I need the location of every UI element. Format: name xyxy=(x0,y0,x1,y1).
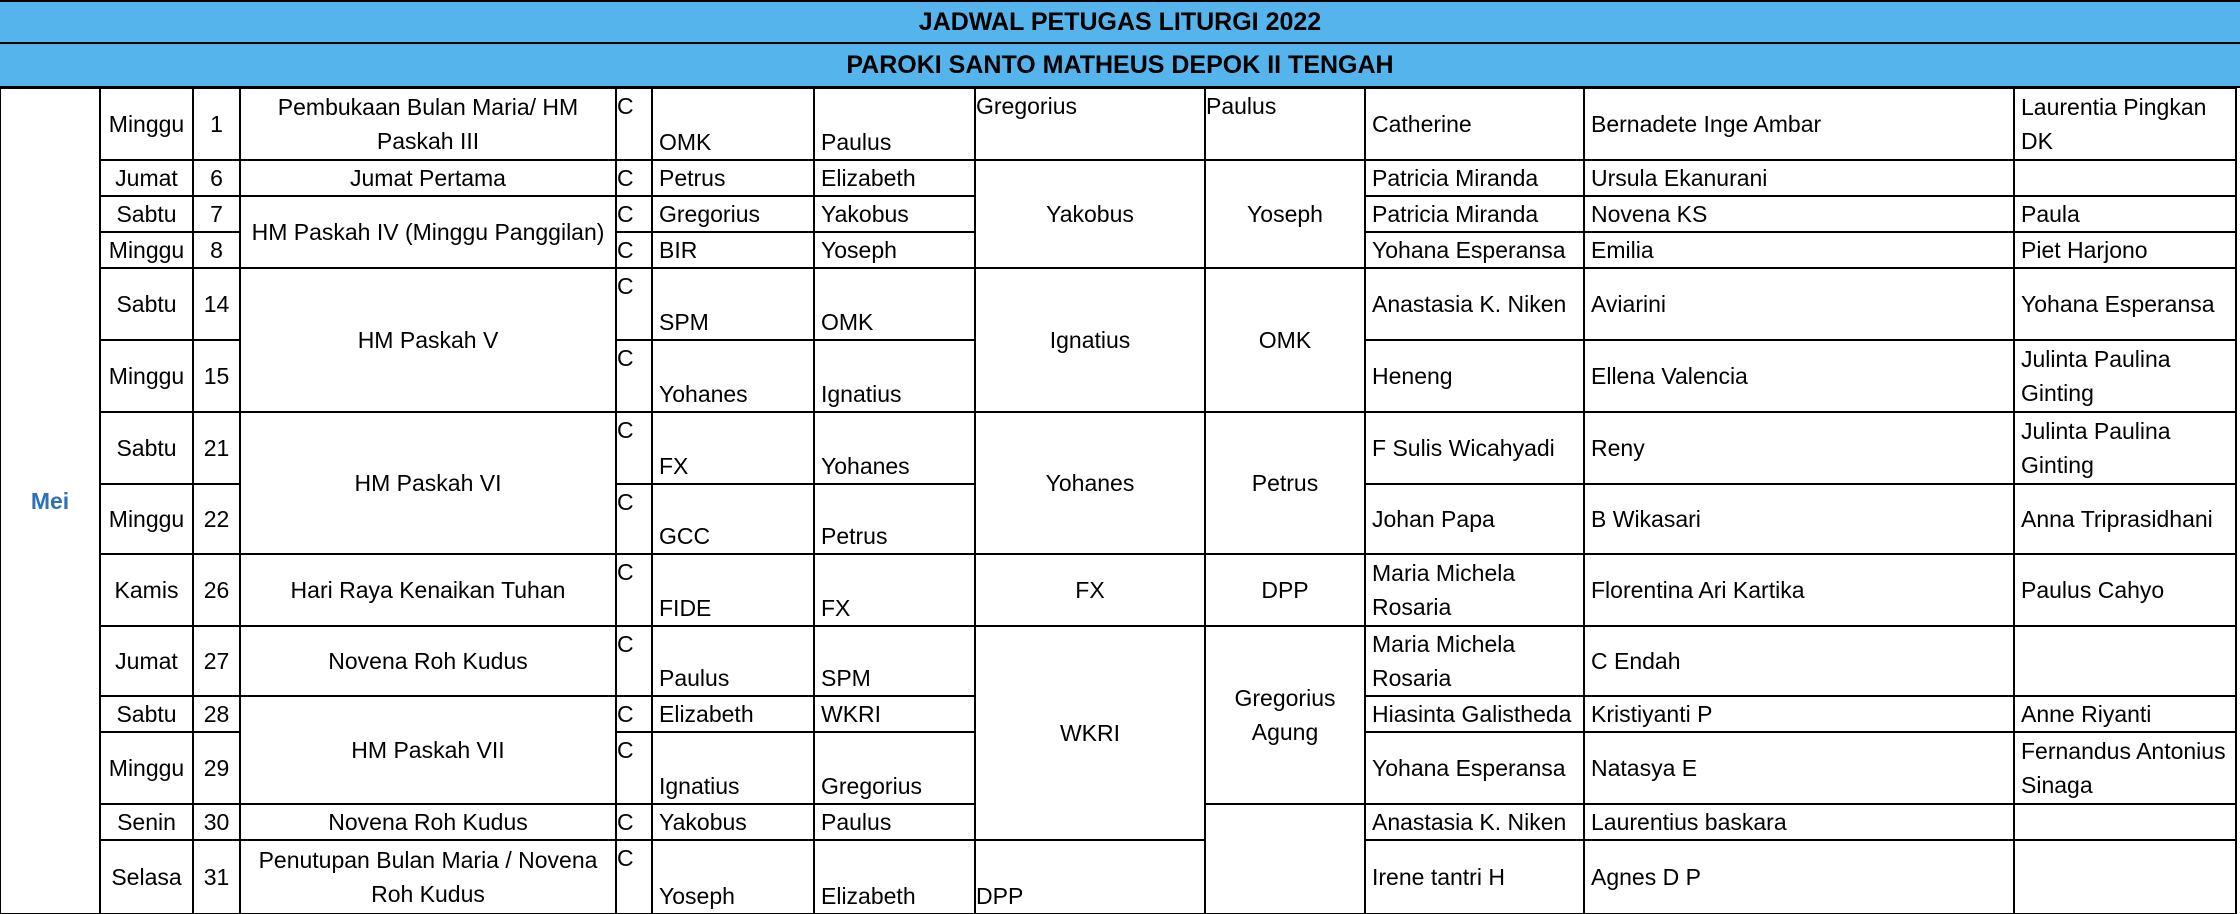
code-cell: C xyxy=(617,489,634,515)
group-cell: Gregorius xyxy=(821,773,922,799)
group-cell: Gregorius xyxy=(659,201,760,227)
code-cell: C xyxy=(617,809,634,835)
event-cell: HM Paskah VII xyxy=(351,737,505,763)
name-cell: Bernadete Inge Ambar xyxy=(1591,111,1822,137)
group-cell: Elizabeth xyxy=(821,165,916,191)
event-cell: HM Paskah VI xyxy=(354,470,502,496)
event-cell: Penutupan Bulan Maria / Novena Roh Kudus xyxy=(258,847,598,907)
name-cell: Reny xyxy=(1591,435,1645,461)
day-cell: Sabtu xyxy=(116,701,177,727)
group-cell: Yohanes xyxy=(659,381,748,407)
group-cell: Yohanes xyxy=(821,453,910,479)
code-cell: C xyxy=(617,165,634,191)
event-cell: HM Paskah IV (Minggu Panggilan) xyxy=(251,219,605,245)
name-cell: Johan Papa xyxy=(1372,506,1495,532)
group-cell: FX xyxy=(659,453,689,479)
day-cell: Minggu xyxy=(108,755,185,781)
group-cell: GCC xyxy=(659,523,711,549)
date-cell: 7 xyxy=(210,201,223,227)
day-cell: Minggu xyxy=(108,111,185,137)
date-cell: 8 xyxy=(210,237,223,263)
day-cell: Sabtu xyxy=(116,201,177,227)
name-cell: Novena KS xyxy=(1591,201,1708,227)
name-cell: F Sulis Wicahyadi xyxy=(1372,435,1555,461)
event-cell: Hari Raya Kenaikan Tuhan xyxy=(290,577,566,603)
name-cell: Piet Harjono xyxy=(2021,237,2148,263)
name-cell: Patricia Miranda xyxy=(1372,201,1539,227)
group-cell: Paulus xyxy=(659,665,730,691)
group-b-cell: Paulus xyxy=(1206,93,1277,119)
group-b-cell xyxy=(1206,805,1364,913)
group-cell: Elizabeth xyxy=(659,701,754,727)
group-cell: Elizabeth xyxy=(821,883,916,909)
code-cell: C xyxy=(617,417,634,443)
group-cell: FIDE xyxy=(659,595,712,621)
name-cell: Yohana Esperansa xyxy=(1372,755,1566,781)
name-cell: Anna Triprasidhani xyxy=(2021,506,2213,532)
day-cell: Sabtu xyxy=(116,291,177,317)
group-cell: OMK xyxy=(821,309,874,335)
name-cell: Catherine xyxy=(1372,111,1472,137)
name-cell: Natasya E xyxy=(1591,755,1698,781)
name-cell: Emilia xyxy=(1591,237,1654,263)
event-cell: Pembukaan Bulan Maria/ HM Paskah III xyxy=(277,94,579,154)
name-cell: Ellena Valencia xyxy=(1591,363,1748,389)
name-cell: Patricia Miranda xyxy=(1372,165,1539,191)
name-cell xyxy=(2015,627,2235,695)
name-cell: Kristiyanti P xyxy=(1591,701,1713,727)
date-cell: 29 xyxy=(203,755,230,781)
group-b-cell: Petrus xyxy=(1251,470,1319,496)
date-cell: 15 xyxy=(203,363,230,389)
group-a-cell: Yakobus xyxy=(1046,201,1134,227)
code-cell: C xyxy=(617,559,634,585)
month-label: Mei xyxy=(30,488,70,514)
event-cell: HM Paskah V xyxy=(357,327,499,353)
name-cell: C Endah xyxy=(1591,648,1681,674)
event-cell: Novena Roh Kudus xyxy=(328,648,528,674)
day-cell: Selasa xyxy=(111,864,182,890)
name-cell: Paula xyxy=(2021,201,2080,227)
group-cell: Ignatius xyxy=(659,773,740,799)
day-cell: Senin xyxy=(117,809,176,835)
group-cell: Yakobus xyxy=(659,809,747,835)
date-cell: 21 xyxy=(203,435,230,461)
name-cell xyxy=(2015,841,2235,913)
group-cell: Yoseph xyxy=(821,237,897,263)
date-cell: 1 xyxy=(210,111,223,137)
group-cell: BIR xyxy=(659,237,698,263)
code-cell: C xyxy=(617,273,634,299)
name-cell: Maria Michela Rosaria xyxy=(1372,560,1516,620)
event-cell: Novena Roh Kudus xyxy=(328,809,528,835)
group-cell: WKRI xyxy=(821,701,882,727)
group-a-cell: Yohanes xyxy=(1045,470,1135,496)
date-cell: 6 xyxy=(210,165,223,191)
code-cell: C xyxy=(617,631,634,657)
name-cell: Agnes D P xyxy=(1591,864,1701,890)
name-cell: Fernandus Antonius Sinaga xyxy=(2021,738,2226,798)
group-cell: OMK xyxy=(659,129,712,155)
code-cell: C xyxy=(617,93,634,119)
name-cell xyxy=(2015,805,2235,839)
group-a-cell: WKRI xyxy=(1059,720,1121,746)
group-cell: Yoseph xyxy=(659,883,735,909)
event-cell: Jumat Pertama xyxy=(350,165,506,191)
date-cell: 26 xyxy=(203,577,230,603)
code-cell: C xyxy=(617,845,634,871)
group-b-cell: Gregorius Agung xyxy=(1234,685,1336,745)
date-cell: 31 xyxy=(203,864,230,890)
name-cell: Florentina Ari Kartika xyxy=(1591,577,1805,603)
code-cell: C xyxy=(617,345,634,371)
name-cell: Maria Michela Rosaria xyxy=(1372,631,1516,691)
name-cell: Laurentius baskara xyxy=(1591,809,1787,835)
day-cell: Kamis xyxy=(114,577,179,603)
group-a-cell: Ignatius xyxy=(1049,327,1131,353)
name-cell: Yohana Esperansa xyxy=(2021,291,2215,317)
date-cell: 27 xyxy=(203,648,230,674)
group-cell: Paulus xyxy=(821,809,892,835)
date-cell: 22 xyxy=(203,506,230,532)
group-cell: SPM xyxy=(821,665,871,691)
group-cell: SPM xyxy=(659,309,709,335)
code-cell: C xyxy=(617,737,634,763)
group-cell: FX xyxy=(821,595,851,621)
name-cell: Aviarini xyxy=(1591,291,1666,317)
parish-subtitle: PAROKI SANTO MATHEUS DEPOK II TENGAH xyxy=(0,42,2240,88)
group-cell: Paulus xyxy=(821,129,892,155)
day-cell: Sabtu xyxy=(116,435,177,461)
name-cell: Ursula Ekanurani xyxy=(1591,165,1768,191)
name-cell: Hiasinta Galistheda xyxy=(1372,701,1572,727)
group-b-cell: Yoseph xyxy=(1247,201,1323,227)
name-cell: Anne Riyanti xyxy=(2021,701,2152,727)
name-cell: Anastasia K. Niken xyxy=(1372,291,1567,317)
name-cell: Julinta Paulina Ginting xyxy=(2021,418,2171,478)
day-cell: Minggu xyxy=(108,363,185,389)
code-cell: C xyxy=(617,701,634,727)
name-cell: Heneng xyxy=(1372,363,1453,389)
name-cell: Anastasia K. Niken xyxy=(1372,809,1567,835)
group-cell: Yakobus xyxy=(821,201,909,227)
name-cell: Paulus Cahyo xyxy=(2021,577,2165,603)
group-a-cell: Gregorius xyxy=(976,93,1077,119)
date-cell: 28 xyxy=(203,701,230,727)
date-cell: 14 xyxy=(203,291,230,317)
group-b-cell: DPP xyxy=(1261,577,1309,603)
group-b-cell: OMK xyxy=(1258,327,1312,353)
day-cell: Jumat xyxy=(115,165,178,191)
name-cell: Irene tantri H xyxy=(1372,864,1505,890)
group-a-cell: FX xyxy=(1075,577,1105,603)
group-a-cell: DPP xyxy=(976,883,1024,909)
code-cell: C xyxy=(617,237,634,263)
name-cell xyxy=(2015,161,2235,195)
schedule-title: JADWAL PETUGAS LITURGI 2022 xyxy=(0,0,2240,44)
date-cell: 30 xyxy=(203,809,230,835)
day-cell: Jumat xyxy=(115,648,178,674)
code-cell: C xyxy=(617,201,634,227)
name-cell: Julinta Paulina Ginting xyxy=(2021,346,2171,406)
group-cell: Petrus xyxy=(659,165,726,191)
day-cell: Minggu xyxy=(108,506,185,532)
name-cell: Yohana Esperansa xyxy=(1372,237,1566,263)
group-cell: Petrus xyxy=(821,523,888,549)
group-cell: Ignatius xyxy=(821,381,902,407)
day-cell: Minggu xyxy=(108,237,185,263)
name-cell: Laurentia Pingkan DK xyxy=(2021,94,2207,154)
name-cell: B Wikasari xyxy=(1591,506,1701,532)
